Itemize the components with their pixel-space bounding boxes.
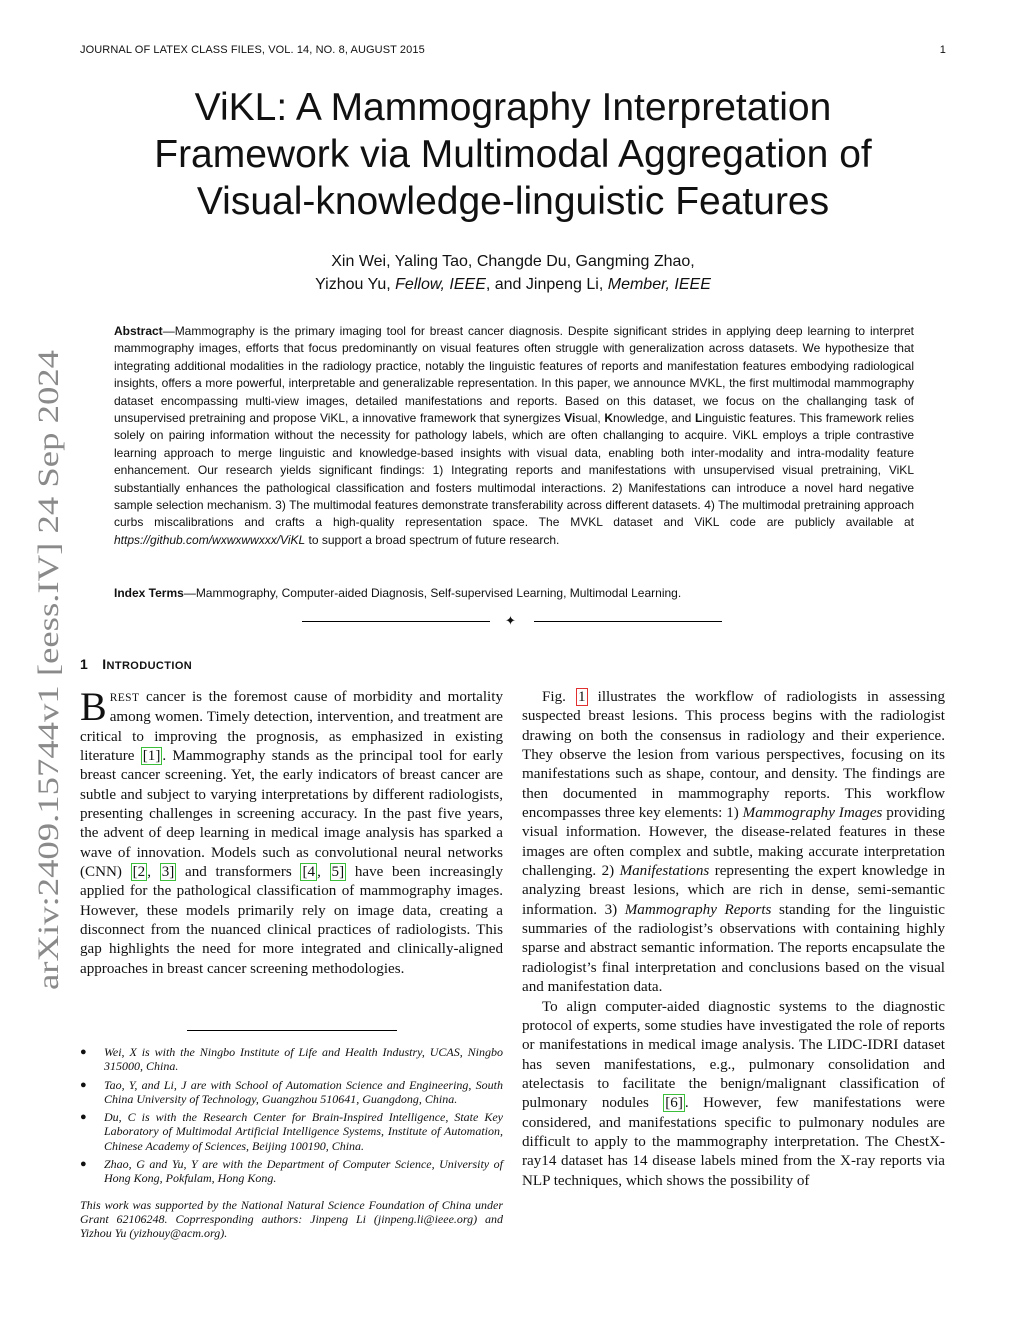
abstract-sual: sual, (575, 411, 605, 426)
affiliation-list (80, 1045, 503, 1186)
affiliation-item (80, 1110, 503, 1153)
author-yu: Yizhou Yu, (315, 276, 396, 293)
figure-link-1[interactable]: 1 (578, 689, 586, 705)
right-text-a: Fig. (542, 689, 577, 705)
authors-line-1: Xin Wei, Yaling Tao, Changde Du, Gangming Zhao, (331, 253, 695, 270)
right-paragraph-2 (522, 998, 945, 1191)
abstract-text-a: Mammography is the primary imaging tool for breast cancer diagnosis. Despite significant strides in applying deep learning to interpret mammography images, efforts that focus predominantly on visual features often struggle with generalization across datasets. We hypothesize that integrating additional modalities in the radiology practice, notably the linguistic features of reports and manifestation features embodying radiological insights, offers a more powerful, interpretable and generalizable representation. In this paper, we announce MVKL, the first multimodal mammography dataset encompassing multi-view images, detailed manifestations and reports. Based on this dataset, we focus on the challanging task of unsupervised pretraining and propose ViKL, a innovative framework that synergizes (114, 324, 914, 426)
citation-link-4[interactable]: [4 (302, 864, 316, 881)
fellow-title: Fellow, IEEE (395, 276, 486, 293)
section-number: 1 (80, 656, 89, 672)
paper-title (80, 84, 946, 225)
authors-line-2 (80, 273, 946, 296)
citation-link-3[interactable]: 3] (161, 864, 175, 881)
code-url-link[interactable]: https://github.com/wxwxwwxxx/ViKL (114, 532, 306, 547)
bullet-icon: ● (80, 1158, 87, 1171)
left-column (80, 684, 503, 979)
bullet-icon: ● (80, 1111, 87, 1124)
title-line-2: Framework via Multimodal Aggregation of (154, 133, 872, 176)
citation-link-2[interactable]: [2 (132, 864, 146, 881)
em-manifestations: Manifestations (619, 863, 710, 880)
affiliation-item (80, 1157, 503, 1186)
title-line-3: Visual-knowledge-linguistic Features (196, 180, 830, 223)
right-column (522, 688, 945, 1191)
footnotes (80, 1045, 503, 1241)
funding-note: This work was supported by the National Natural Science Foundation of China under Grant 62106248. Coprresponding authors: Jinpeng Li (jinpeng.li@ieee.org) and Yizhou Yu (yizhouy@acm.org). (80, 1197, 503, 1241)
journal-name: JOURNAL OF LATEX CLASS FILES, VOL. 14, NO. 8, AUGUST 2015 (80, 44, 425, 56)
citation-sep-2: , (317, 864, 330, 881)
section-heading (80, 656, 192, 672)
affiliation-text: Du, C is with the Research Center for Brain-Inspired Intelligence, State Key Laboratory of Multimodal Artificial Intelligence Systems, Institute of Automation, Chinese Academy of Sciences, Beijing 100190, China. (104, 1110, 503, 1153)
arxiv-stamp-text: arXiv:2409.15744v1 [eess.IV] 24 Sep 2024 (32, 466, 65, 990)
abstract-nowledge: nowledge, and (613, 411, 695, 426)
right-text-g: . However, few manifestations were considered, and manifestations specific to pulmonary nodules are difficult to apply to the mammography interpretation. The ChestX-ray14 dataset has 14 disease labels mined from the X-ray reports via NLP techniques, which shows the possibility of (522, 1095, 945, 1189)
intro-paragraph-1 (80, 684, 503, 979)
running-header (80, 44, 946, 56)
abstract-dash: — (162, 324, 175, 338)
affiliation-text: Tao, Y, and Li, J are with School of Automation Science and Engineering, South China University of Technology, Guangzhou 510641, Guangdong, China. (104, 1077, 503, 1106)
right-paragraph-1 (522, 688, 945, 998)
dropcap: B (80, 684, 107, 729)
bullet-icon: ● (80, 1046, 87, 1058)
abstract-label: Abstract (114, 324, 163, 338)
intro-text-d: have been increasingly applied for the pathological classification of mammography images. However, these models primarily rely on image data, creating a disconnect from the nuanced clinical practices of radiologists. This gap highlights the need for more integrated and clinically-aligned approaches in breast cancer screening methodologies. (80, 864, 503, 977)
em-mammography-reports: Mammography Reports (624, 901, 772, 918)
right-text-b: illustrates the workflow of radiologists in assessing suspected breast lesions. This process begins with the radiologist drawing on both the consensus in radiology and their experience. They observe the lesion from various perspectives, focusing on its manifestations such as shape, contour, and density. The findings are then documented in mammography reports. This workflow encompasses three key elements: 1) (522, 689, 945, 822)
footnote-rule (187, 1030, 397, 1031)
citation-link-6[interactable]: [6] (665, 1095, 683, 1112)
divider-rule-right (534, 621, 722, 622)
affiliation-item (80, 1078, 503, 1107)
intro-text-b: . Mammography stands as the principal tool for early breast cancer screening. Yet, the early indicators of breast cancer are subtle and subject to varying interpretations by different radiologists, presenting challenges in screening accuracy. In the past five years, the advent of deep learning in medical image analysis has sparked a wave of innovation. Models such as convolutional neural networks (CNN) (80, 748, 503, 881)
index-terms-label: Index Terms (114, 586, 184, 600)
affiliation-text: Zhao, G and Yu, Y are with the Department of Computer Science, University of Hong Kong, Pokfulam, Hong Kong. (104, 1157, 503, 1186)
abstract-text-b: inguistic features. This framework relies solely on pairing information without the necessity for pathology labels, which are often challanging to acquire. ViKL employs a triple contrastive learning approach to merge linguistic and knowledge-based insights with visual data, enabling both inter-modality and intra-modality feature enhancement. Our research yields significant findings: 1) Integrating reports and manifestations with unsupervised visual pretraining, ViKL substantially enhances the pathological classification and fosters multimodal interactions. 2) Manifestations can introduce a novel hard negative sample selection mechanism. 3) The multimodal features demonstrate transferability across different datasets. 4) The multimodal pretraining approach curbs miscalibrations and crafts a high-quality representation space. The MVKL dataset and ViKL code are publicly available at (114, 411, 914, 530)
bullet-icon: ● (80, 1078, 87, 1091)
member-title: Member, IEEE (607, 276, 711, 293)
abstract (114, 323, 914, 549)
affiliation-text: Wei, X is with the Ningbo Institute of Life and Health Industry, UCAS, Ningbo 315000, China. (104, 1045, 503, 1074)
section-title-rest: NTRODUCTION (106, 660, 193, 672)
abstract-vi: Vi (564, 411, 576, 426)
index-terms-text: —Mammography, Computer-aided Diagnosis, Self-supervised Learning, Multimodal Learning. (183, 586, 682, 600)
affiliation-item (80, 1045, 503, 1074)
title-line-1: ViKL: A Mammography Interpretation (194, 86, 832, 129)
divider-rule-left (302, 621, 490, 622)
citation-link-1[interactable]: [1] (142, 748, 161, 765)
right-text-c: providing visual information. However, the disease-related features in these images are often complex and subtle, making accurate interpretation challenging. 2) (522, 805, 945, 880)
right-text-e: standing for the linguistic summaries of the radiologist’s observations with containing highly sparse and abstract semantic information. The reports encapsulate the radiologist’s final interpretation and conclusions based on the visual and manifestation data. (522, 901, 945, 996)
author-list (80, 250, 946, 296)
arxiv-stamp (18, 350, 72, 990)
smallcaps-word: REST (109, 692, 140, 704)
em-mammography-images: Mammography Images (742, 805, 883, 822)
right-text-d: representing the expert knowledge in analyzing breast lesions, which are rich in dense, semi-semantic information. 3) (522, 863, 945, 918)
page-number: 1 (939, 44, 946, 56)
intro-text-a: cancer is the foremost cause of morbidity and mortality among women. Timely detection, intervention, and treatment are critical to improving the prognosis, as emphasized in existing literature (80, 689, 503, 765)
abstract-k: K (604, 411, 613, 426)
abstract-text-c: to support a broad spectrum of future research. (305, 532, 560, 547)
author-li: , and Jinpeng Li, (485, 276, 608, 293)
diamond-icon: ✦ (505, 613, 516, 628)
section-divider (302, 613, 722, 629)
abstract-l: L (694, 411, 703, 426)
index-terms (114, 585, 914, 602)
right-text-f: To align computer-aided diagnostic systems to the diagnostic protocol of experts, some studies have investigated the role of reports or manifestations in medical image analysis. The LIDC-IDRI dataset has seven manifestations, e.g., pulmonary consolidation and atelectasis to facilitate the benign/malignant classification of pulmonary nodules (522, 998, 945, 1112)
intro-text-c: and transformers (176, 864, 301, 881)
section-title-initial: I (102, 656, 107, 672)
citation-link-5[interactable]: 5] (331, 864, 345, 881)
citation-sep-1: , (147, 864, 160, 881)
